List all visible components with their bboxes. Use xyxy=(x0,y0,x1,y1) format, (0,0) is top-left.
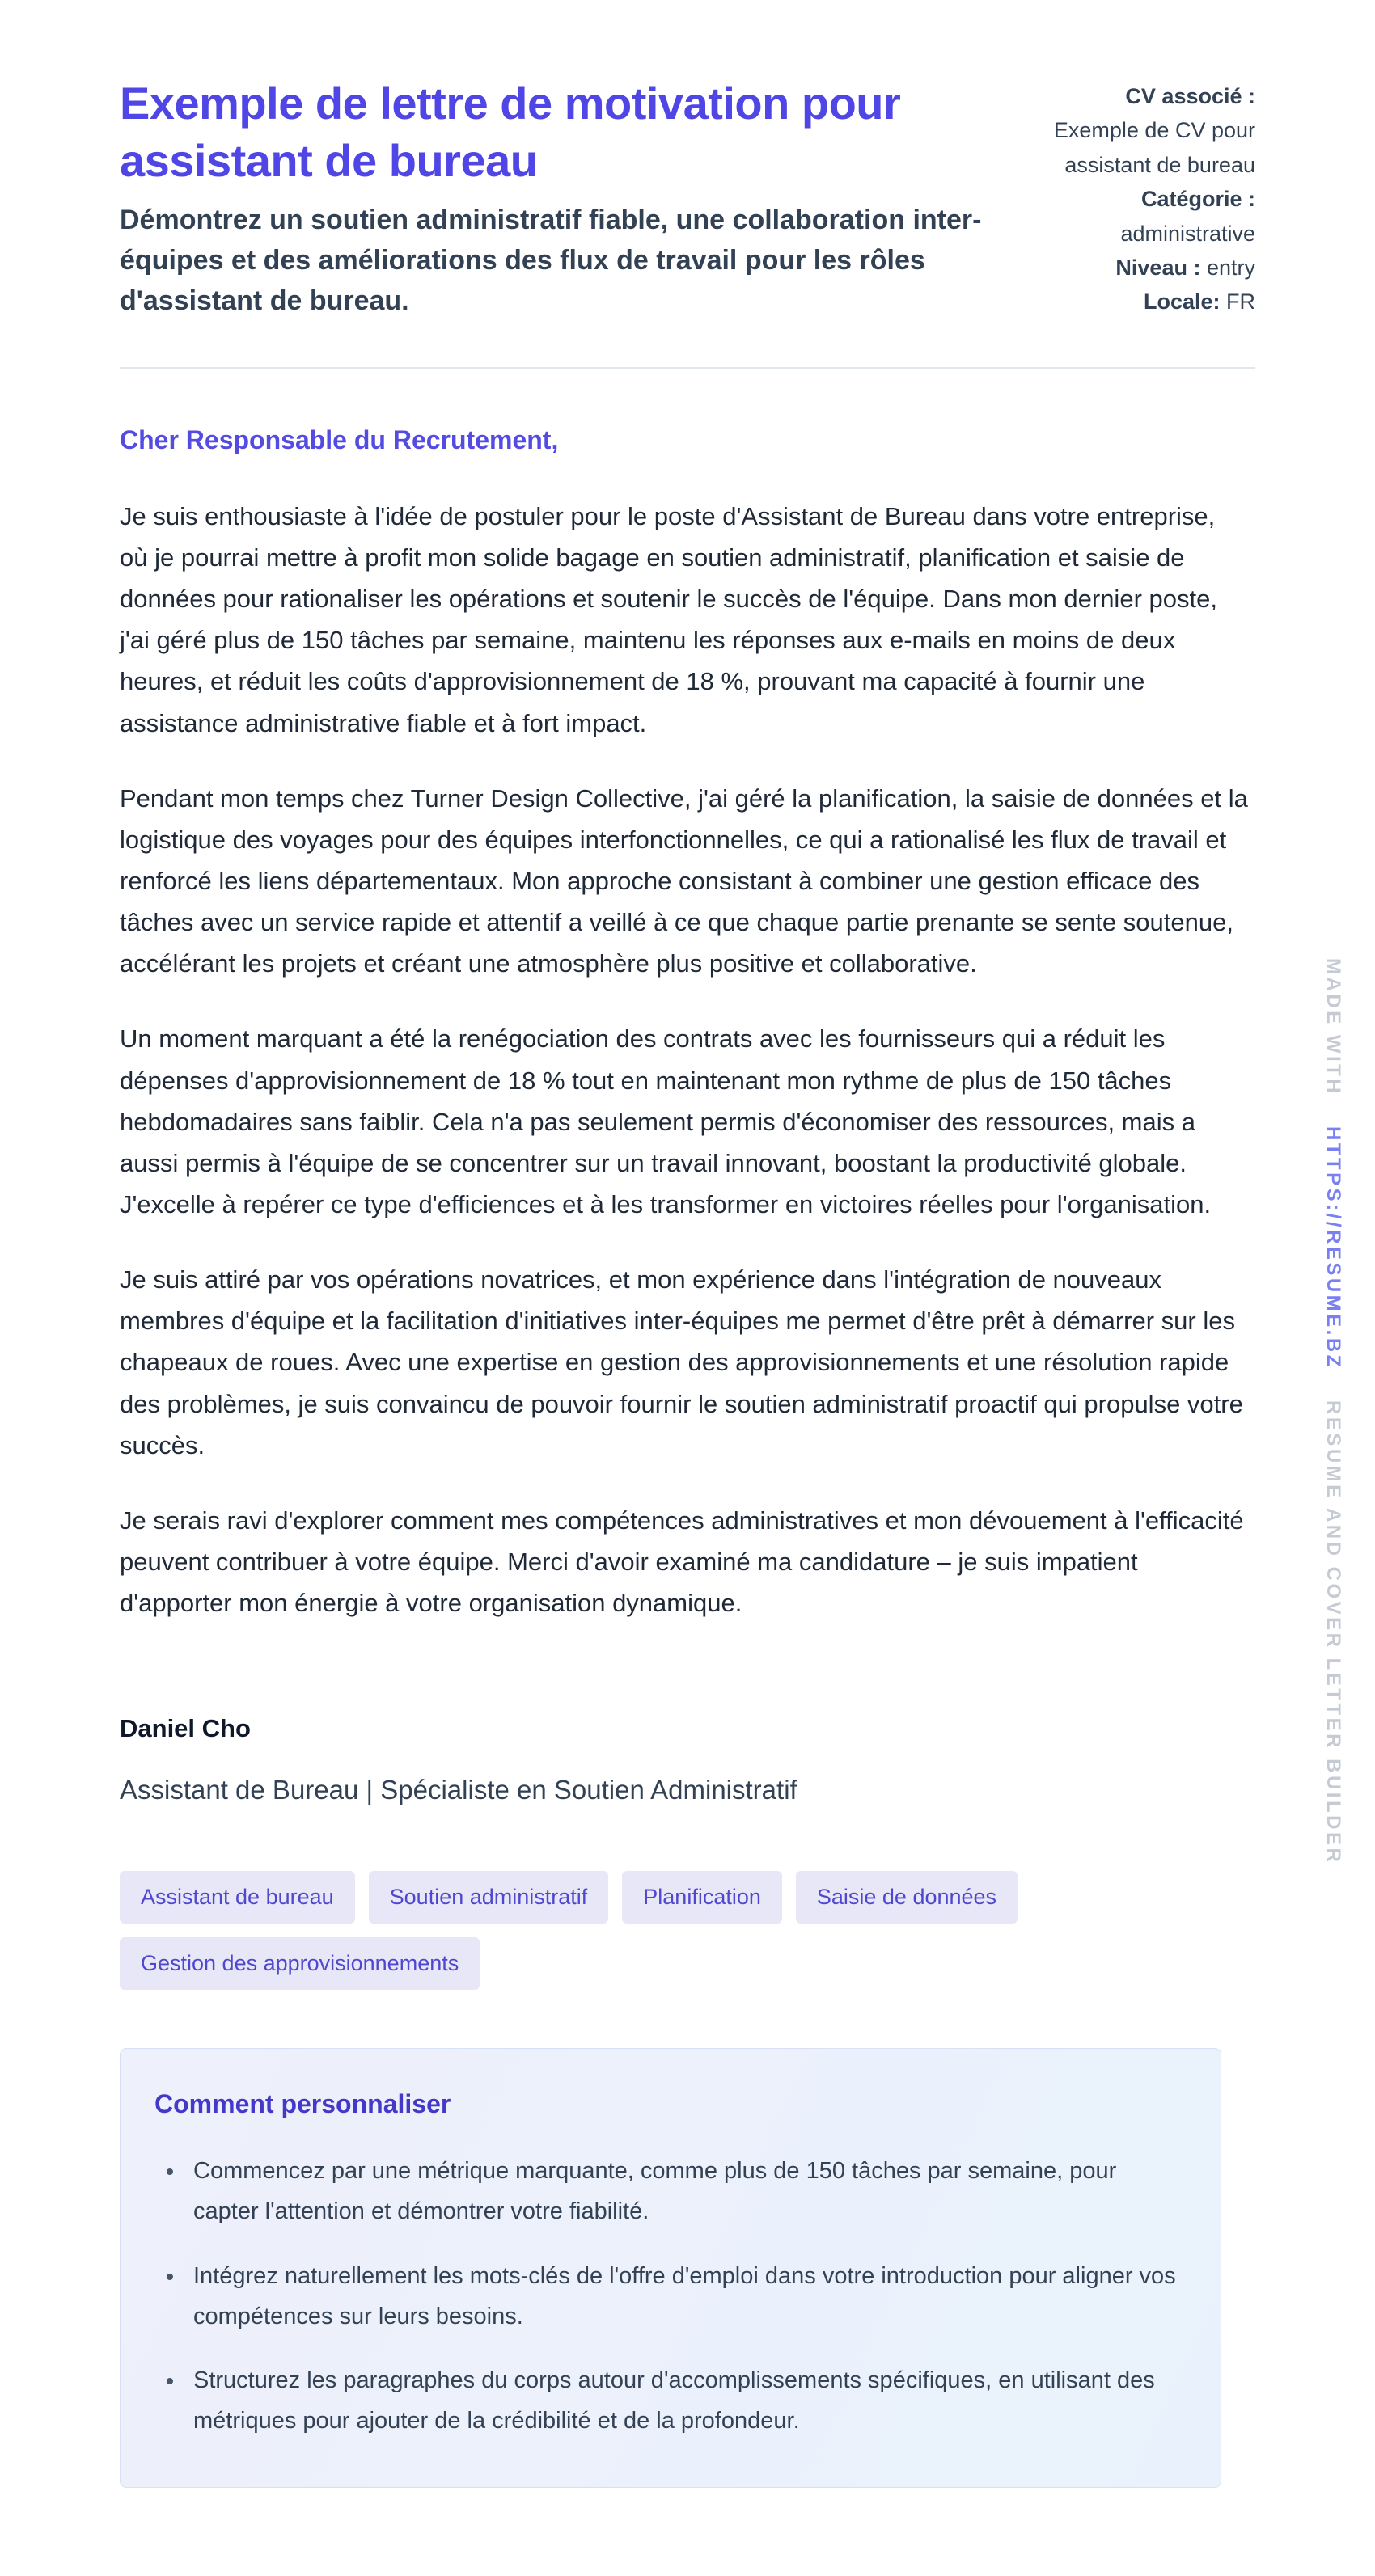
tip-item-1: • Commencez par une métrique marquante, comme plus de 150 tâches par semaine, pour capter l'attention et démontrer votre fiabilité. xyxy=(185,2152,1180,2232)
meta-value: entry xyxy=(1206,255,1255,280)
page-subtitle: Démontrez un soutien administratif fiable, une collaboration inter-équipes et des améliorations des flux de travail pour les rôles d'assistant de bureau. xyxy=(120,205,982,317)
tag-pill-soutien-administratif: Soutien administratif xyxy=(369,1871,609,1924)
meta-label: Niveau : xyxy=(1115,255,1201,280)
letter-paragraph-3: Un moment marquant a été la renégociation des contrats avec les fournisseurs qui a réduit les dépenses d'approvisionnement de 18 % tout en maintenant mon rythme de plus de 150 tâches hebdomadaires sans faiblir. Cela n'a pas seulement permis d'économiser des ressources, mais a aussi permis à l'équipe de se concentrer sur un travail innovant, boostant la productivité globale. J'excelle à repérer ce type d'efficiences et à les transformer en victoires réelles pour l'organisation. xyxy=(120,1024,1212,1219)
tag-pill-assistant-de-bureau: Assistant de bureau xyxy=(120,1871,355,1924)
meta-value: Exemple de CV pour assistant de bureau xyxy=(1053,118,1255,177)
meta-item-category xyxy=(1043,182,1255,251)
customize-tips-box xyxy=(120,2048,1221,2488)
watermark-suffix: RESUME AND COVER LETTER BUILDER xyxy=(1322,1400,1344,1865)
made-with-watermark xyxy=(1322,958,1344,1864)
meta-panel xyxy=(1043,74,1255,319)
header xyxy=(120,74,1255,322)
letter-paragraph-5: Je serais ravi d'explorer comment mes compétences administratives et mon dévouement à l'efficacité peuvent contribuer à votre équipe. Merci d'avoir examiné ma candidature – je suis impatient d'apporter mon énergie à votre organisation dynamique. xyxy=(120,1505,1244,1618)
resume-bz-link[interactable]: HTTPS://RESUME.BZ xyxy=(1322,1126,1344,1370)
tip-item-2: • Intégrez naturellement les mots-clés de l'offre d'emploi dans votre introduction pour aligner vos compétences sur leurs besoins. xyxy=(185,2257,1180,2337)
tag-pill-gestion-des-approvisionnements: Gestion des approvisionnements xyxy=(120,1937,480,1990)
tips-list xyxy=(154,2152,1180,2442)
meta-value: administrative xyxy=(1120,221,1255,246)
meta-item-cv xyxy=(1043,79,1255,182)
letter-body xyxy=(120,419,1248,1813)
letter-paragraph-1: Je suis enthousiaste à l'idée de postuler pour le poste d'Assistant de Bureau dans votre entreprise, où je pourrai mettre à profit mon solide bagage en soutien administratif, planification et saisie de données pour rationaliser les opérations et soutenir le succès de l'équipe. Dans mon dernier poste, j'ai géré plus de 150 tâches par semaine, maintenu les réponses aux e-mails en moins de deux heures, et réduit les coûts d'approvisionnement de 18 %, prouvant ma capacité à fournir une assistance administrative fiable et à fort impact. xyxy=(120,501,1217,737)
tip-item-3: • Structurez les paragraphes du corps autour d'accomplissements spécifiques, en utilisant des métriques pour ajouter de la crédibilité et de la profondeur. xyxy=(185,2361,1180,2442)
signature-name: Daniel Cho xyxy=(120,1714,251,1743)
tag-list xyxy=(120,1871,1248,1990)
tag-pill-saisie-de-donnees: Saisie de données xyxy=(796,1871,1018,1924)
signature-title: Assistant de Bureau | Spécialiste en Soutien Administratif xyxy=(120,1775,798,1805)
meta-item-level xyxy=(1043,251,1255,285)
tag-pill-planification: Planification xyxy=(622,1871,782,1924)
tips-title: Comment personnaliser xyxy=(154,2088,451,2118)
divider xyxy=(120,367,1255,369)
page-title: Exemple de lettre de motivation pour assistant de bureau xyxy=(120,78,901,187)
meta-label: CV associé : xyxy=(1125,84,1255,108)
meta-label: Locale: xyxy=(1143,289,1221,315)
greeting: Cher Responsable du Recrutement, xyxy=(120,425,559,455)
header-title-block xyxy=(120,74,997,322)
meta-value: FR xyxy=(1226,289,1255,315)
watermark-prefix: MADE WITH xyxy=(1322,958,1344,1096)
letter-paragraph-2: Pendant mon temps chez Turner Design Collective, j'ai géré la planification, la saisie de données et la logistique des voyages pour des équipes interfonctionnelles, ce qui a rationalisé les flux de travail et renforcé les liens départementaux. Mon approche consistant à combiner une gestion efficace des tâches avec un service rapide et attentif a veillé à ce que chaque partie prenante se sente soutenue, accélérant les projets et créant une atmosphère plus positive et collaborative. xyxy=(120,783,1248,978)
meta-label: Catégorie : xyxy=(1140,187,1255,212)
letter-paragraph-4: Je suis attiré par vos opérations novatrices, et mon expérience dans l'intégration de nouveaux membres d'équipe et la facilitation d'initiatives inter-équipes me permet d'être prêt à démarrer sur les chapeaux de roues. Avec une expertise en gestion des approvisionnements et une résolution rapide des problèmes, je suis convaincu de pouvoir fournir le soutien administratif proactif qui propulse votre succès. xyxy=(120,1265,1243,1459)
meta-item-locale xyxy=(1043,285,1255,319)
